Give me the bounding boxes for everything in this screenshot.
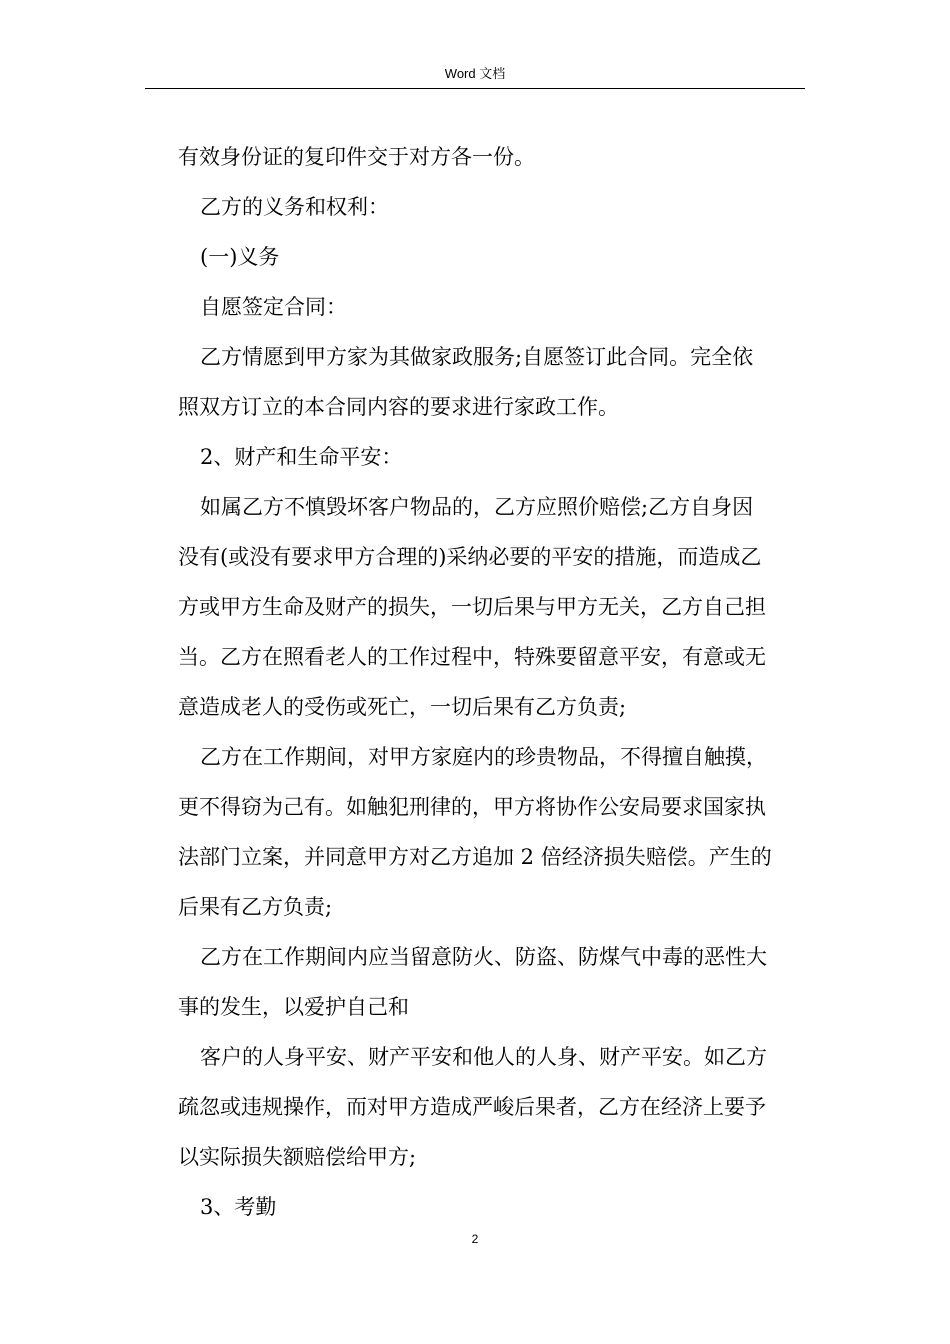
paragraph-line: 后果有乙方负责;: [178, 895, 333, 919]
header-title: Word 文档: [444, 66, 506, 81]
paragraph-line: 2、财产和生命平安：: [200, 445, 403, 469]
page-header: [145, 62, 805, 89]
paragraph-line: 客户的人身平安、财产平安和他人的人身、财产平安。如乙方: [200, 1045, 767, 1069]
page-number: 2: [471, 1232, 479, 1246]
paragraph-line: 事的发生，以爱护自己和: [178, 995, 409, 1019]
paragraph-line: 乙方在工作期间内应当留意防火、防盗、防煤气中毒的恶性大: [200, 945, 767, 969]
paragraph-line: 如属乙方不慎毁坏客户物品的，乙方应照价赔偿;乙方自身因: [200, 495, 754, 519]
paragraph-line: 3、考勤: [200, 1195, 277, 1219]
paragraph-line: 意造成老人的受伤或死亡，一切后果有乙方负责;: [178, 695, 627, 719]
paragraph-line: 乙方在工作期间，对甲方家庭内的珍贵物品，不得擅自触摸，: [200, 745, 767, 769]
paragraph-line: 当。乙方在照看老人的工作过程中，特殊要留意平安，有意或无: [178, 645, 766, 669]
document-body: [178, 132, 808, 1232]
paragraph-line: 方或甲方生命及财产的损失，一切后果与甲方无关，乙方自己担: [178, 595, 766, 619]
paragraph-line: 乙方的义务和权利：: [200, 195, 389, 219]
paragraph-line: 乙方情愿到甲方家为其做家政服务;自愿签订此合同。完全依: [200, 345, 754, 369]
paragraph-line: 有效身份证的复印件交于对方各一份。: [178, 145, 535, 169]
paragraph-line: 法部门立案，并同意甲方对乙方追加 2 倍经济损失赔偿。产生的: [178, 845, 772, 869]
paragraph-line: 以实际损失额赔偿给甲方;: [178, 1145, 417, 1169]
paragraph-line: 疏忽或违规操作，而对甲方造成严峻后果者，乙方在经济上要予: [178, 1095, 766, 1119]
paragraph-line: 没有(或没有要求甲方合理的)采纳必要的平安的措施，而造成乙: [178, 545, 762, 569]
paragraph-line: 照双方订立的本合同内容的要求进行家政工作。: [178, 395, 619, 419]
paragraph-line: 更不得窃为己有。如触犯刑律的，甲方将协作公安局要求国家执: [178, 795, 766, 819]
paragraph-line: (一)义务: [200, 245, 280, 269]
paragraph-line: 自愿签定合同：: [200, 295, 347, 319]
